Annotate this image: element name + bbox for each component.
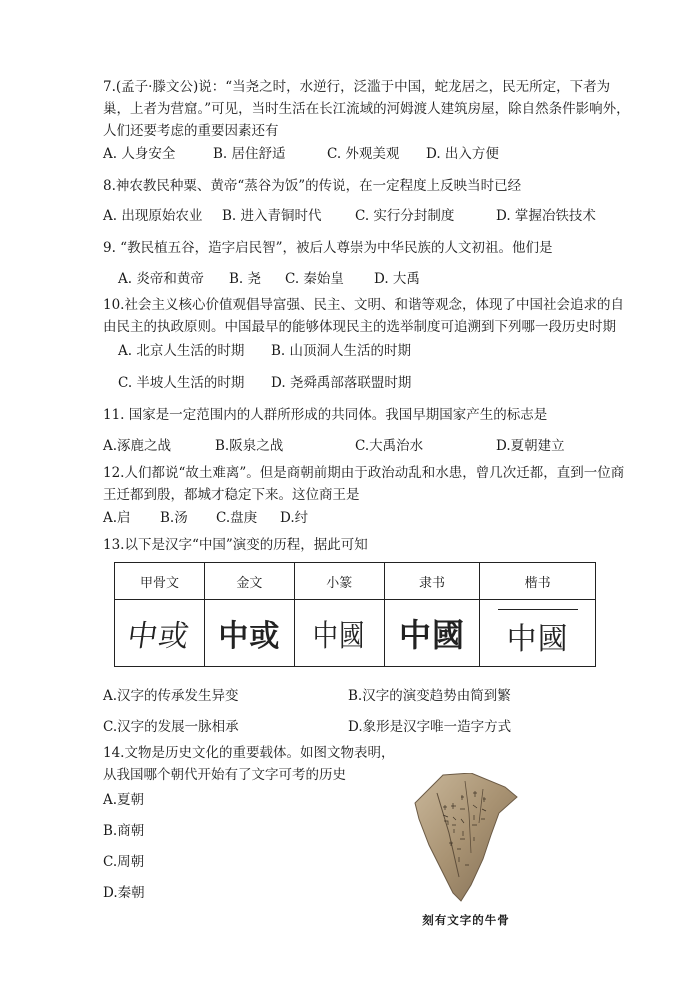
q10-option-b[interactable]: B. 山顶洞人生活的时期 <box>271 343 412 359</box>
q14-option-d[interactable]: D.秦朝 <box>103 885 145 901</box>
q9-option-a[interactable]: A. 炎帝和黄帝 <box>118 271 204 287</box>
q14-line2: 从我国哪个朝代开始有了文字可考的历史 <box>103 767 346 783</box>
q12-line2: 王迁都到殷，都城才稳定下来。这位商王是 <box>103 487 360 503</box>
q13-option-a[interactable]: A.汉字的传承发生异变 <box>103 688 239 704</box>
q7-line3: 人们还要考虑的重要因素还有 <box>103 123 279 139</box>
q13-option-c[interactable]: C.汉字的发展一脉相承 <box>103 719 239 735</box>
q8-option-d[interactable]: D. 掌握冶铁技术 <box>496 208 596 224</box>
q11-line1: 11. 国家是一定范围内的人群所形成的共同体。我国早期国家产生的标志是 <box>103 407 548 423</box>
q7-option-c[interactable]: C. 外观美观 <box>327 146 400 162</box>
glyph-small-seal: 中國 <box>294 600 384 667</box>
q7-option-a[interactable]: A. 人身安全 <box>103 146 176 162</box>
q8-option-a[interactable]: A. 出现原始农业 <box>103 208 203 224</box>
q8-line1: 8.神农教民种粟、黄帝“蒸谷为饭”的传说，在一定程度上反映当时已经 <box>103 178 522 194</box>
q12-option-d[interactable]: D.纣 <box>280 510 309 526</box>
q10-line2: 由民主的执政原则。中国最早的能够体现民主的选举制度可追溯到下列哪一段历史时期 <box>103 319 616 335</box>
q7-option-d[interactable]: D. 出入方便 <box>426 146 499 162</box>
q12-option-a[interactable]: A.启 <box>103 510 131 526</box>
glyph-oracle-bone: 中或 <box>115 600 205 667</box>
q10-option-c[interactable]: C. 半坡人生活的时期 <box>118 375 245 391</box>
q14-option-a[interactable]: A.夏朝 <box>103 792 145 808</box>
q9-option-d[interactable]: D. 大禹 <box>374 271 420 287</box>
q14-option-c[interactable]: C.周朝 <box>103 854 145 870</box>
q13-line1: 13.以下是汉字“中国”演变的历程，据此可知 <box>103 537 368 553</box>
artifact-caption: 刻有文字的牛骨 <box>422 913 510 927</box>
question-14 <box>103 742 403 786</box>
q8-option-b[interactable]: B. 进入青铜时代 <box>222 208 322 224</box>
q11-option-a[interactable]: A.涿鹿之战 <box>103 438 172 454</box>
table-glyph-row <box>115 600 596 667</box>
question-12 <box>103 462 643 506</box>
q7-option-b[interactable]: B. 居住舒适 <box>213 146 286 162</box>
q10-option-d[interactable]: D. 尧舜禹部落联盟时期 <box>271 375 412 391</box>
header-clerical: 隶书 <box>384 563 480 600</box>
q10-line1: 10.社会主义核心价值观倡导富强、民主、文明、和谐等观念，体现了中国社会追求的自 <box>103 297 624 313</box>
q12-option-b[interactable]: B.汤 <box>160 510 188 526</box>
question-13 <box>103 534 643 556</box>
q10-option-a[interactable]: A. 北京人生活的时期 <box>118 343 245 359</box>
question-8 <box>103 175 643 197</box>
header-bronze: 金文 <box>204 563 294 600</box>
q11-option-b[interactable]: B.阪泉之战 <box>215 438 284 454</box>
question-9 <box>103 237 643 259</box>
table-header-row <box>115 563 596 600</box>
glyph-regular: 中國 <box>480 600 596 667</box>
header-small-seal: 小篆 <box>294 563 384 600</box>
q11-option-c[interactable]: C.大禹治水 <box>355 438 424 454</box>
q9-option-b[interactable]: B. 尧 <box>229 271 262 287</box>
q11-option-d[interactable]: D.夏朝建立 <box>496 438 565 454</box>
question-7 <box>103 76 643 142</box>
glyph-clerical: 中國 <box>384 600 480 667</box>
q7-line2: 巢，上者为营窟。”可见，当时生活在长江流域的河姆渡人建筑房屋，除自然条件影响外， <box>103 101 630 117</box>
q14-line1: 14.文物是历史文化的重要载体。如图文物表明， <box>103 745 395 761</box>
question-11 <box>103 404 643 426</box>
q12-line1: 12.人们都说“故土难离”。但是商朝前期由于政治动乱和水患，曾几次迁都，直到一位商 <box>103 465 625 481</box>
q7-line1: 7.(孟子·滕文公)说：“当尧之时，水逆行，泛滥于中国，蛇龙居之，民无所定，下者为 <box>103 79 611 95</box>
q13-option-d[interactable]: D.象形是汉字唯一造字方式 <box>348 719 512 735</box>
q9-line1: 9. “教民植五谷，造字启民智”，被后人尊崇为中华民族的人文初祖。他们是 <box>103 240 553 256</box>
q13-option-b[interactable]: B.汉字的演变趋势由简到繁 <box>348 688 511 704</box>
q14-option-b[interactable]: B.商朝 <box>103 823 145 839</box>
q8-option-c[interactable]: C. 实行分封制度 <box>355 208 455 224</box>
character-evolution-table <box>114 562 596 667</box>
q12-option-c[interactable]: C.盘庚 <box>216 510 258 526</box>
question-10 <box>103 294 643 338</box>
header-regular: 楷书 <box>480 563 596 600</box>
q9-option-c[interactable]: C. 秦始皇 <box>285 271 344 287</box>
glyph-bronze: 中或 <box>204 600 294 667</box>
header-oracle-bone: 甲骨文 <box>115 563 205 600</box>
oracle-bone-image <box>413 773 519 903</box>
